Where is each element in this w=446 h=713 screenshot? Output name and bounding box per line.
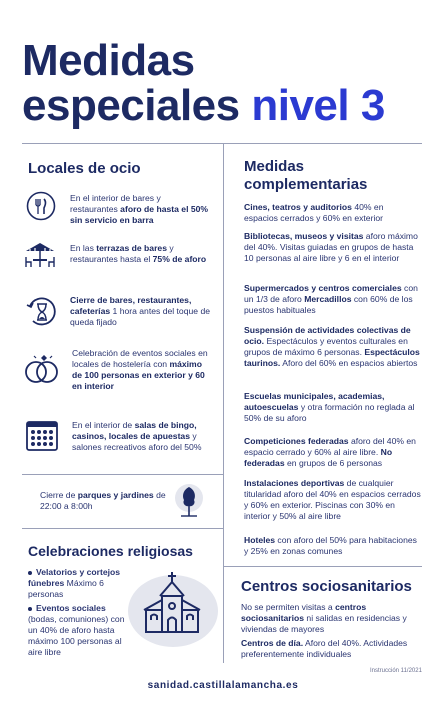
cutlery-icon [26,191,56,221]
bingo-icon [26,421,58,451]
medidas-item-6: Competiciones federadas aforo del 40% en espacio cerrado y 60% al aire libre. No federadas en grupos de 6 personas [244,436,416,468]
medidas-item-5: Escuelas municipales, academias, autoescuelas y otra formación no reglada al 50% de su aforo [244,391,415,423]
celebraciones-item-1: Velatorios y cortejos fúnebres Máximo 6 personas [28,567,121,599]
rings-icon [22,352,62,386]
hourglass-icon [26,296,58,328]
celebraciones-item-2: Eventos sociales (bodas, comuniones) con un 40% de aforo hasta máximo 100 personas al aire libre [28,603,125,657]
locales-item-2: En las terrazas de bares y restaurantes hasta el 75% de aforo [70,243,207,264]
column-divider [223,143,224,663]
footer-url[interactable]: sanidad.castillalamancha.es [147,680,299,691]
medidas-item-2: Bibliotecas, museos y visitas aforo máximo del 40%. Visitas guiadas en grupos de hasta 10 personas al aire libre y 6 en el interior [244,231,418,263]
medidas-item-4: Suspensión de actividades colectivas de ocio. Espectáculos y eventos culturales en grupos de máximo 6 personas. Espectáculos taurinos. Aforo del 60% en espacios abiertos [244,325,420,368]
parques-text: Cierre de parques y jardines de 22:00 a 8:00h [40,490,166,511]
title-line-1: Medidas [22,36,195,85]
locales-heading: Locales de ocio [28,160,141,177]
rule-before-centros [223,566,422,567]
medidas-item-7: Instalaciones deportivas de cualquier titularidad aforo del 40% en espacios cerrados y 60% en exterior. Piscinas con 30% en interior y 50% al aire libre [244,478,421,521]
medidas-item-1: Cines, teatros y auditorios 40% en espacios cerrados y 60% en exterior [244,202,384,223]
locales-item-1: En el interior de bares y restaurantes aforo de hasta el 50% sin servicio en barra [70,193,209,225]
medidas-heading: Medidas complementarias [244,158,368,193]
page-title [22,38,385,128]
locales-item-5: En el interior de salas de bingo, casinos, locales de apuestas y salones recreativos aforo del 50% [72,420,202,452]
locales-item-3: Cierre de bares, restaurantes, cafeterías 1 hora antes del toque de queda fijado [70,295,211,327]
centros-p1: No se permiten visitas a centros sociosanitarios ni salidas en residencias y viviendas de mayores [241,602,407,634]
celebraciones-heading: Celebraciones religiosas [28,543,193,559]
top-rule [22,143,422,144]
title-line-2: especiales [22,81,240,130]
terrace-icon [22,240,58,270]
rule-before-parques [22,474,223,475]
title-accent: nivel 3 [251,81,385,130]
medidas-item-3: Supermercados y centros comerciales con un 1/3 de aforo Mercadillos con 60% de los puestos habituales [244,283,418,315]
rule-after-parques [22,528,223,529]
tree-icon [174,482,204,522]
centros-p2: Centros de día. Aforo del 40%. Actividades preferentemente individuales [241,638,408,659]
church-icon [140,570,204,636]
medidas-item-8: Hoteles con aforo del 50% para habitaciones y 25% en zonas comunes [244,535,417,556]
centros-heading: Centros sociosanitarios [241,578,412,595]
locales-item-4: Celebración de eventos sociales en locales de hostelería con máximo de 100 personas en exterior y 60 en interior [72,348,208,391]
instruccion-label: Instrucción 11/2021 [370,668,422,674]
